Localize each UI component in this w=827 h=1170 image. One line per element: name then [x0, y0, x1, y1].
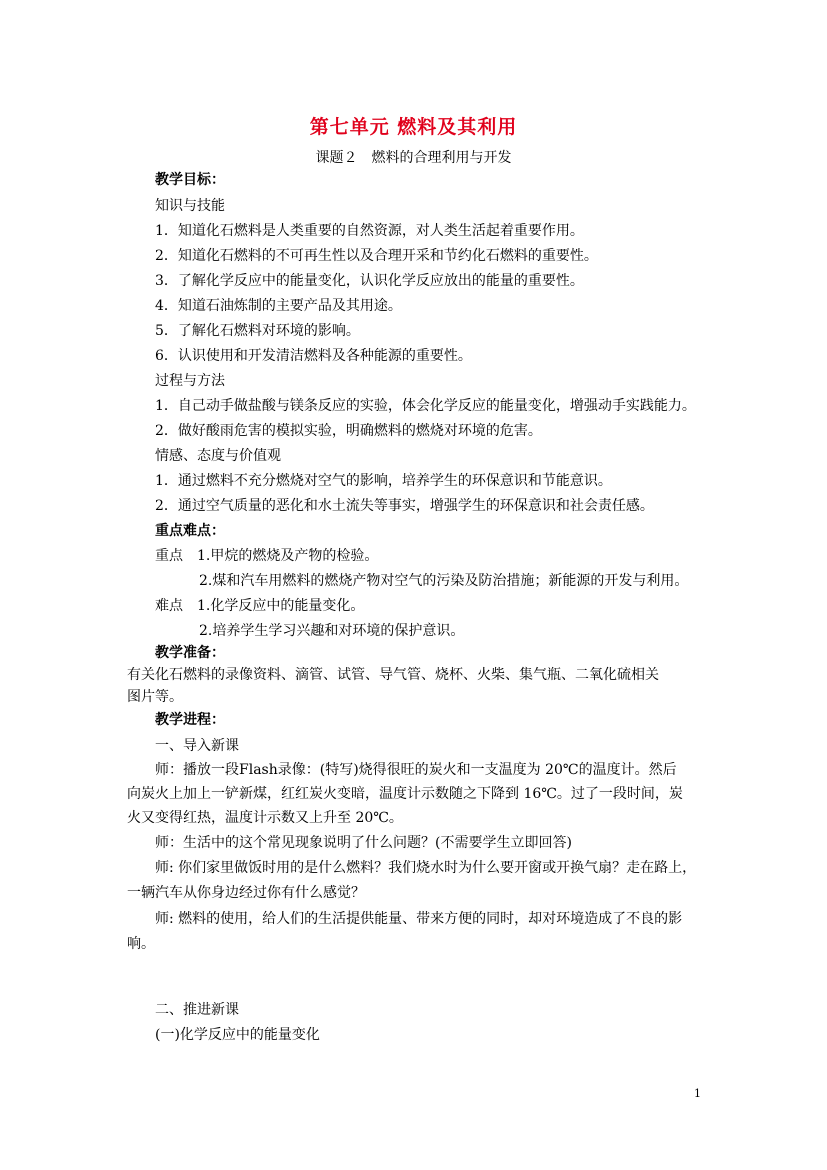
goal-item: 3．了解化学反应中的能量变化，认识化学反应放出的能量的重要性。 [155, 273, 584, 289]
paragraph-line: 师：生活中的这个常见现象说明了什么问题？(不需要学生立即回答) [155, 835, 572, 851]
paragraph-line: 向炭火上加上一铲新煤，红红炭火变暗，温度计示数随之下降到 16℃。过了一段时间，炭 [127, 786, 683, 802]
paragraph-line: 师: 你们家里做饭时用的是什么燃料？我们烧水时为什么要开窗或开换气扇？走在路上， [155, 860, 697, 876]
paragraph-line: 师：播放一段Flash录像：(特写)烧得很旺的炭火和一支温度为 20℃的温度计。然后 [155, 762, 677, 778]
difficulty-item: 2.培养学生学习兴趣和对环境的保护意识。 [199, 623, 465, 639]
goal-item: 6．认识使用和开发清洁燃料及各种能源的重要性。 [155, 348, 472, 364]
paragraph-line: 火又变得红热，温度计示数又上升至 20℃。 [127, 810, 403, 826]
subheading-knowledge-skills: 知识与技能 [155, 198, 225, 214]
goal-item: 5．了解化石燃料对环境的影响。 [155, 323, 360, 339]
key-point-item: 2.煤和汽车用燃料的燃烧产物对空气的污染及防治措施；新能源的开发与利用。 [199, 573, 689, 589]
unit-title: 第七单元 燃料及其利用 [309, 116, 518, 138]
section-heading: 二、推进新课 [155, 1002, 239, 1018]
goal-item: 4．知道石油炼制的主要产品及其用途。 [155, 298, 402, 314]
page-number: 1 [694, 1087, 701, 1100]
key-point-item: 重点 1.甲烷的燃烧及产物的检验。 [155, 548, 379, 564]
goal-item: 1．通过燃料不充分燃烧对空气的影响，培养学生的环保意识和节能意识。 [155, 473, 612, 489]
difficulty-item: 难点 1.化学反应中的能量变化。 [155, 598, 365, 614]
subsection-heading: (一)化学反应中的能量变化 [155, 1027, 320, 1043]
goal-item: 1．知道化石燃料是人类重要的自然资源，对人类生活起着重要作用。 [155, 223, 584, 239]
goal-item: 2．做好酸雨危害的模拟实验，明确燃料的燃烧对环境的危害。 [155, 423, 542, 439]
goal-item: 2．通过空气质量的恶化和水土流失等事实，增强学生的环保意识和社会责任感。 [155, 498, 654, 514]
goal-item: 2．知道化石燃料的不可再生性以及合理开采和节约化石燃料的重要性。 [155, 248, 598, 264]
heading-key-points: 重点难点： [155, 523, 225, 539]
paragraph-line: 一辆汽车从你身边经过你有什么感觉？ [127, 885, 365, 901]
subheading-attitude-values: 情感、态度与价值观 [155, 448, 281, 464]
section-heading: 一、导入新课 [155, 738, 239, 754]
lesson-subtitle: 课题２ 燃料的合理利用与开发 [315, 150, 512, 166]
heading-teaching-process: 教学进程： [155, 712, 225, 728]
subheading-process-method: 过程与方法 [155, 373, 225, 389]
heading-teaching-goals: 教学目标： [155, 172, 225, 188]
goal-item: 1．自己动手做盐酸与镁条反应的实验，体会化学反应的能量变化，增强动手实践能力。 [155, 398, 696, 414]
paragraph-line: 响。 [127, 936, 155, 952]
paragraph-line: 有关化石燃料的录像资料、滴管、试管、导气管、烧杯、火柴、集气瓶、二氧化硫相关 [127, 667, 659, 683]
paragraph-line: 图片等。 [127, 689, 183, 705]
paragraph-line: 师: 燃料的使用，给人们的生活提供能量、带来方便的同时，却对环境造成了不良的影 [155, 911, 683, 927]
heading-preparation: 教学准备： [155, 645, 225, 661]
